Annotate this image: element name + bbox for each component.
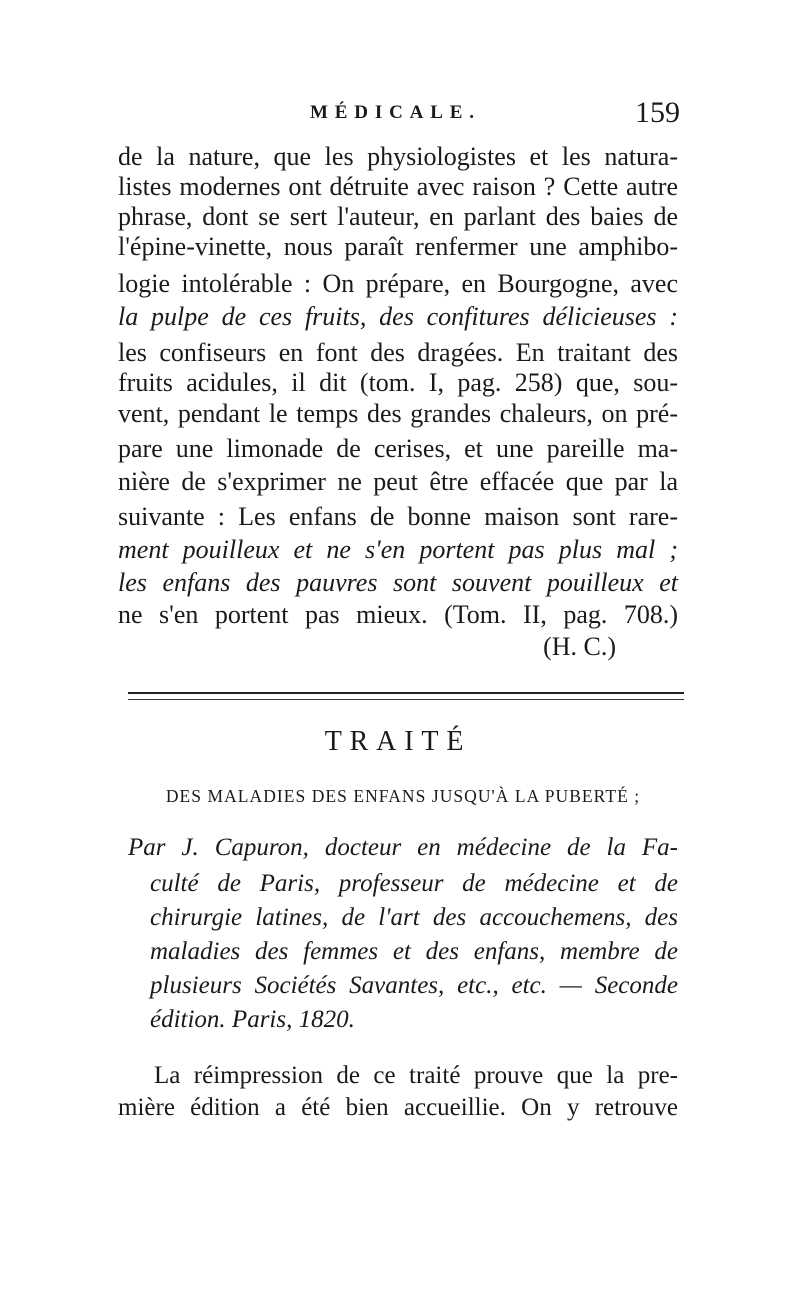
body-line: mière édition a été bien accueillie. On y retrouve	[118, 1094, 678, 1121]
text-line: pare une limonade de cerises, et une pareille ma-	[118, 434, 678, 463]
article-heading: TRAITÉ	[324, 726, 472, 757]
body-line: La réimpression de ce traité prouve que la pre-	[154, 1062, 678, 1089]
text-line: de la nature, que les physiologistes et les natura-	[118, 142, 678, 171]
running-head-title: MÉDICALE.	[310, 102, 481, 123]
review-signature: (H. C.)	[543, 632, 616, 661]
text-line: ne s'en portent pas mieux. (Tom. II, pag. 708.)	[118, 600, 678, 629]
text-line: les confiseurs en font des dragées. En traitant des	[118, 338, 678, 367]
text-line: fruits acidules, il dit (tom. I, pag. 258) que, sou-	[118, 368, 678, 397]
entry-line: plusieurs Sociétés Savantes, etc., etc. — Seconde	[150, 972, 678, 999]
page-number: 159	[635, 96, 680, 129]
entry-line: culté de Paris, professeur de médecine et de	[150, 870, 678, 897]
text-line-italic: la pulpe de ces fruits, des confitures délicieuses :	[118, 302, 678, 331]
text-line: vent, pendant le temps des grandes chaleurs, on pré-	[118, 399, 678, 428]
entry-line: maladies des femmes et des enfans, membre de	[150, 938, 678, 965]
entry-line: Par J. Capuron, docteur en médecine de la Fa-	[128, 834, 678, 861]
text-line: logie intolérable : On prépare, en Bourgogne, avec	[118, 269, 678, 298]
text-line: phrase, dont se sert l'auteur, en parlant des baies de	[118, 202, 678, 231]
text-line: l'épine-vinette, nous paraît renfermer une amphibo-	[118, 232, 678, 261]
text-line-italic: les enfans des pauvres sont souvent pouilleux et	[118, 568, 678, 597]
text-line: nière de s'exprimer ne peut être effacée que par la	[118, 467, 678, 496]
section-rule-bottom	[128, 699, 684, 700]
section-rule-top	[128, 692, 684, 694]
text-line: suivante : Les enfans de bonne maison sont rare-	[118, 502, 678, 531]
text-line-italic: ment pouilleux et ne s'en portent pas plus mal ;	[118, 535, 678, 564]
running-head	[118, 96, 680, 136]
article-subheading: DES MALADIES DES ENFANS JUSQU'À LA PUBERTÉ ;	[165, 786, 641, 806]
entry-line: chirurgie latines, de l'art des accouchemens, des	[150, 904, 678, 931]
entry-line: édition. Paris, 1820.	[150, 1006, 355, 1033]
text-line: listes modernes ont détruite avec raison ? Cette autre	[118, 172, 678, 201]
